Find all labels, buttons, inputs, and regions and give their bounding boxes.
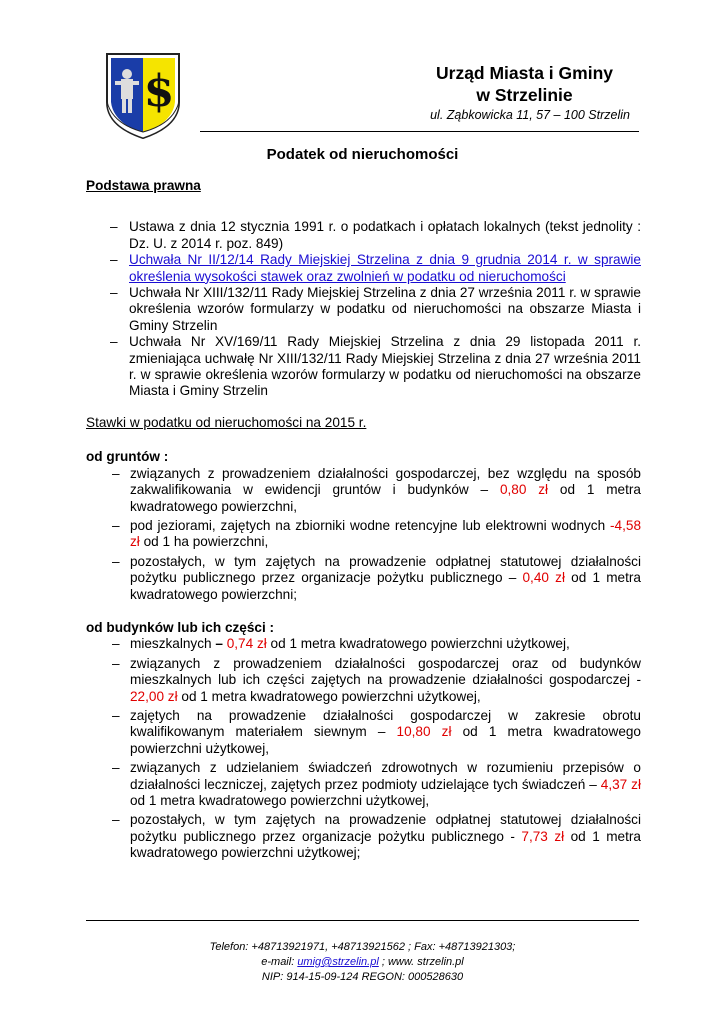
legal-basis-item: Uchwała Nr XV/169/11 Rady Miejskiej Strzelina z dnia 29 listopada 2011 r. zmieniająca uchwałę Nr XIII/132/11 Rady Miejskiej Strzelina z dnia 27 września 2011 r. w sprawie określenia wzorów formularzy w podatku od nieruchomości na obszarze Miasta i Gminy Strzelin [129,334,641,399]
list-item: – Ustawa z dnia 12 stycznia 1991 r. o podatkach i opłatach lokalnych (tekst jednolity : Dz. U. z 2014 r. poz. 849) [110,219,641,251]
rate-value: 4,37 zł [600,776,641,792]
list-item: – Uchwała Nr XIII/132/11 Rady Miejskiej Strzelina z dnia 27 września 2011 r. w sprawie określenia wzorów formularzy w podatku od nieruchomości na obszarze Miasta i Gminy Strzelin [110,285,641,333]
list-item: – związanych z udzielaniem świadczeń zdrowotnych w rozumieniu przepisów o działalności leczniczej, zajętych przez podmioty udzielające tych świadczeń – 4,37 zł od 1 metra kwadratowego powierzchni użytkowej, [112,760,641,808]
list-item: – związanych z prowadzeniem działalności gospodarczej oraz od budynków mieszkalnych lub ich części zajętych na prowadzenie działalności gospodarczej - 22,00 zł od 1 metra kwadratowego powierzchni użytkowej, [112,655,641,704]
list-item: – zajętych na prowadzenie działalności gospodarczej w zakresie obrotu kwalifikowanym materiałem siewnym – 10,80 zł od 1 metra kwadratowego powierzchni użytkowej, [112,707,641,756]
rate-value: 0,40 zł [522,570,565,586]
legal-basis-heading: Podstawa prawna [86,178,201,193]
footer-divider [86,920,639,921]
footer [0,940,725,985]
buildings-heading: od budynków lub ich części : [86,619,275,635]
legal-basis-list [86,219,641,399]
footer-phones: Telefon: +48713921971, +48713921562 ; Fax: +48713921303; [209,941,516,953]
land-rates-list [86,466,641,603]
rate-value: 0,74 zł [226,636,267,652]
rate-value: 0,80 zł [499,482,549,498]
list-item: – związanych z prowadzeniem działalności gospodarczej, bez względu na sposób zakwalifikowania w ewidencji gruntów i budynków – 0,80 zł od 1 metra kwadratowego powierzchni, [112,465,641,514]
legal-basis-item: Uchwała Nr XIII/132/11 Rady Miejskiej Strzelina z dnia 27 września 2011 r. w sprawie określenia wzorów formularzy w podatku od nieruchomości na obszarze Miasta i Gminy Strzelin [129,285,641,333]
document-title: Podatek od nieruchomości [266,146,459,163]
list-item: – Uchwała Nr II/12/14 Rady Miejskiej Strzelina z dnia 9 grudnia 2014 r. w sprawie określenia wysokości stawek oraz zwolnień w podatku od nieruchomości [110,252,641,284]
rate-value: 22,00 zł [130,688,178,704]
office-address: ul. Ząbkowicka 11, 57 – 100 Strzelin [430,108,630,122]
list-item: – pod jeziorami, zajętych na zbiorniki wodne retencyjne lub elektrowni wodnych -4,58 zł od 1 ha powierzchni, [112,517,641,550]
footer-contact: e-mail: umig@strzelin.pl ; www. strzelin.pl [261,956,464,968]
rate-value: 7,73 zł [521,828,565,844]
document-body [86,178,641,865]
office-name-line2: w Strzelinie [476,85,573,105]
buildings-rates-list [86,636,641,861]
rates-heading: Stawki w podatku od nieruchomości na 2015 r. [86,414,367,430]
list-item: – Uchwała Nr XV/169/11 Rady Miejskiej Strzelina z dnia 29 listopada 2011 r. zmieniająca uchwałę Nr XIII/132/11 Rady Miejskiej Strzelina z dnia 27 września 2011 r. w sprawie określenia wzorów formularzy w podatku od nieruchomości na obszarze Miasta i Gminy Strzelin [110,334,641,399]
header-divider [200,131,639,132]
legal-basis-item: Ustawa z dnia 12 stycznia 1991 r. o podatkach i opłatach lokalnych (tekst jednolity : Dz. U. z 2014 r. poz. 849) [129,219,641,251]
office-name-line1: Urząd Miasta i Gminy [436,63,613,83]
rate-value: -4,58 zł [130,517,641,550]
coat-of-arms-icon [103,50,183,140]
land-heading: od gruntów : [86,449,169,465]
list-item: – mieszkalnych – 0,74 zł od 1 metra kwadratowego powierzchni użytkowej, [112,636,570,652]
list-item: – pozostałych, w tym zajętych na prowadzenie odpłatnej statutowej działalności pożytku publicznego przez organizacje pożytku publicznego – 0,40 zł od 1 metra kwadratowego powierzchni; [112,553,641,602]
list-item: – pozostałych, w tym zajętych na prowadzenie odpłatnej statutowej działalności pożytku publicznego przez organizacje pożytku publicznego - 7,73 zł od 1 metra kwadratowego powierzchni użytkowej; [112,812,641,861]
resolution-link[interactable]: Uchwała Nr II/12/14 Rady Miejskiej Strzelina z dnia 9 grudnia 2014 r. w sprawie określenia wysokości stawek oraz zwolnień w podatku od nieruchomości [129,252,641,284]
svg-text:$: $ [143,66,175,117]
office-name [436,62,613,106]
email-link[interactable]: umig@strzelin.pl [297,956,379,968]
rate-value: 10,80 zł [396,724,452,740]
footer-ids: NIP: 914-15-09-124 REGON: 000528630 [261,971,464,983]
